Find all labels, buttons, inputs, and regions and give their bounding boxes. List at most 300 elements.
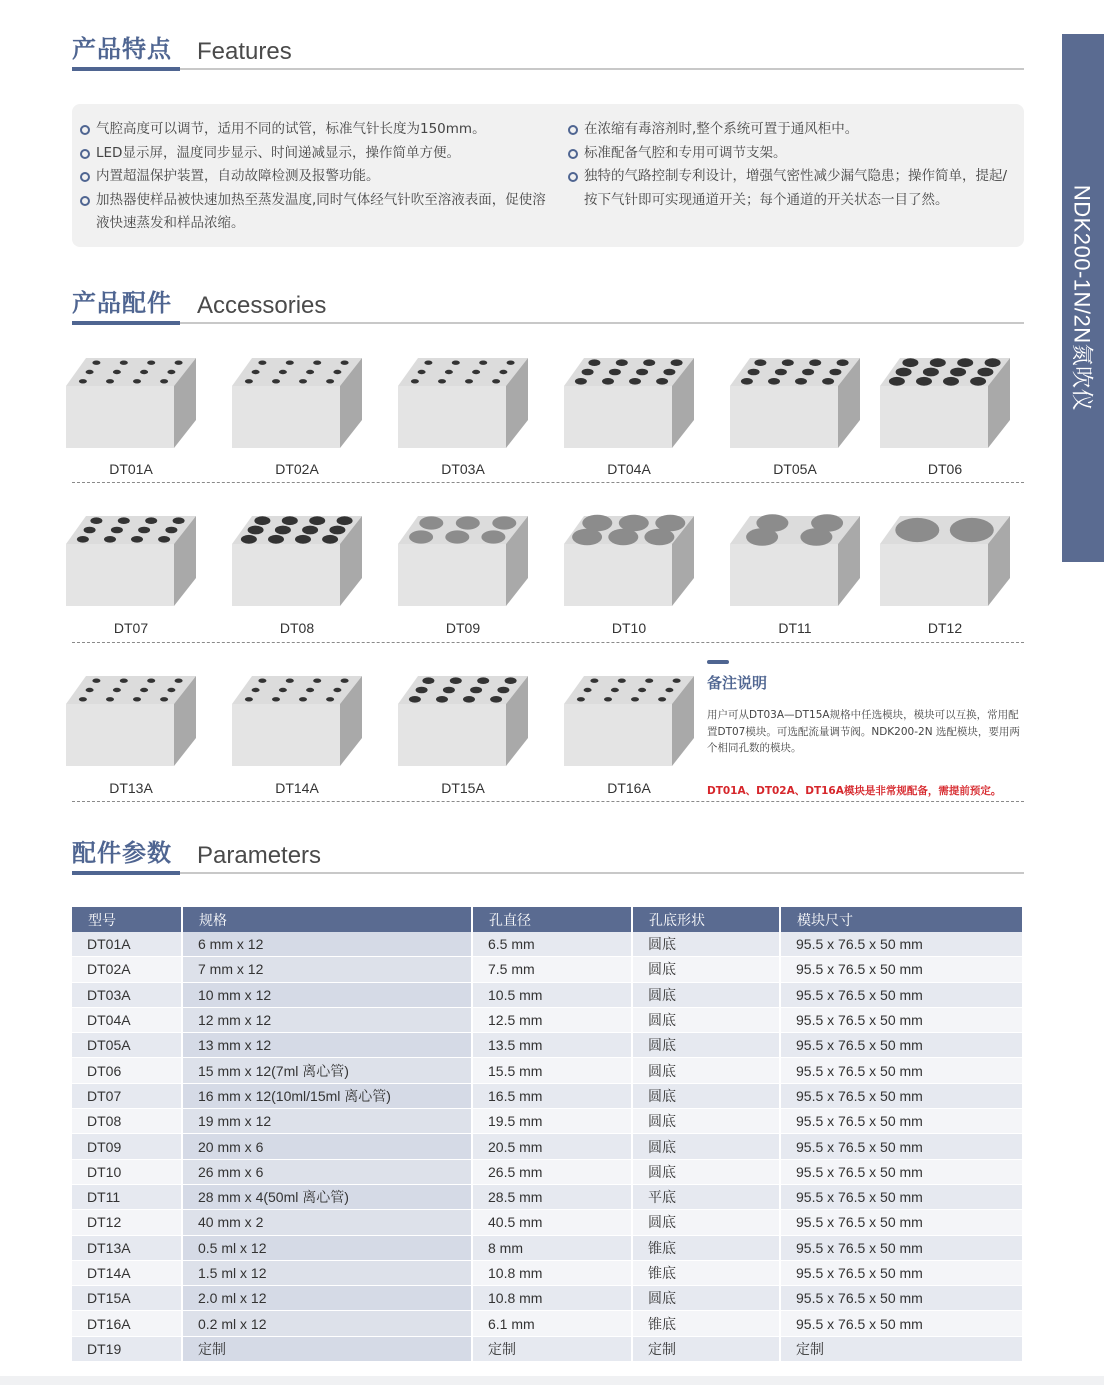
circle-bullet-icon bbox=[80, 196, 90, 206]
hole-mark bbox=[923, 368, 939, 377]
cell-hole-diameter: 19.5 mm bbox=[473, 1109, 633, 1134]
cell-hole-diameter: 26.5 mm bbox=[473, 1160, 633, 1185]
accessory-label: DT13A bbox=[109, 780, 153, 796]
hole-mark bbox=[326, 379, 334, 383]
hole-mark bbox=[645, 679, 653, 683]
feature-item bbox=[566, 142, 1018, 166]
cell-hole-diameter: 10.5 mm bbox=[473, 983, 633, 1008]
cell-module-size: 95.5 x 76.5 x 50 mm bbox=[781, 1185, 1024, 1210]
hole-mark bbox=[252, 370, 260, 374]
table-row bbox=[72, 1134, 1024, 1159]
accessory-block-icon bbox=[554, 346, 704, 456]
accessory-image bbox=[388, 346, 538, 456]
table-row bbox=[72, 1058, 1024, 1083]
accessory-item bbox=[222, 346, 372, 486]
cell-model: DT16A bbox=[72, 1311, 183, 1336]
accessory-image bbox=[222, 346, 372, 456]
header-model: 型号 bbox=[72, 907, 183, 932]
hole-mark bbox=[252, 688, 260, 692]
hole-mark bbox=[452, 361, 460, 365]
hole-mark bbox=[748, 369, 760, 376]
hole-mark bbox=[286, 679, 294, 683]
hole-mark bbox=[299, 697, 307, 701]
accessory-image bbox=[388, 504, 538, 614]
feature-text: 内置超温保护装置，自动故障检测及报警功能。 bbox=[96, 168, 380, 184]
header-accent bbox=[72, 871, 180, 875]
cell-hole-diameter: 20.5 mm bbox=[473, 1134, 633, 1159]
cell-hole-diameter: 10.8 mm bbox=[473, 1286, 633, 1311]
hole-mark bbox=[268, 535, 284, 544]
cell-model: DT09 bbox=[72, 1134, 183, 1159]
hole-mark bbox=[638, 688, 646, 692]
hole-mark bbox=[167, 370, 175, 374]
feature-text: 在浓缩有毒溶剂时,整个系统可置于通风柜中。 bbox=[584, 121, 859, 137]
hole-mark bbox=[313, 679, 321, 683]
feature-text: LED显示屏，温度同步显示、时间递减显示，操作简单方便。 bbox=[96, 144, 460, 161]
cell-hole-diameter: 10.8 mm bbox=[473, 1261, 633, 1286]
header-divider bbox=[72, 322, 1024, 324]
accessory-image bbox=[222, 664, 372, 774]
accessory-image bbox=[870, 504, 1020, 614]
remarks-warning: DT01A、DT02A、DT16A模块是非常规配备，需提前预定。 bbox=[707, 784, 1002, 797]
circle-bullet-icon bbox=[80, 125, 90, 135]
hole-mark bbox=[436, 696, 448, 703]
cell-module-size: 95.5 x 76.5 x 50 mm bbox=[781, 1311, 1024, 1336]
cell-spec: 0.2 ml x 12 bbox=[183, 1311, 473, 1336]
hole-mark bbox=[768, 378, 780, 385]
hole-mark bbox=[248, 526, 264, 535]
hole-mark bbox=[497, 687, 509, 694]
hole-mark bbox=[86, 688, 94, 692]
hole-mark bbox=[120, 361, 128, 365]
dashed-divider bbox=[72, 801, 1024, 802]
header-hole-diameter: 孔直径 bbox=[473, 907, 633, 932]
cell-spec: 6 mm x 12 bbox=[183, 932, 473, 957]
header-divider bbox=[72, 68, 1024, 70]
cell-hole-diameter: 40.5 mm bbox=[473, 1210, 633, 1235]
accessory-image bbox=[720, 504, 870, 614]
accessory-label: DT10 bbox=[611, 620, 647, 636]
hole-mark bbox=[802, 369, 814, 376]
features-left-column bbox=[78, 118, 548, 236]
cell-spec: 2.0 ml x 12 bbox=[183, 1286, 473, 1311]
accessory-item bbox=[554, 504, 704, 644]
cell-hole-diameter: 6.1 mm bbox=[473, 1311, 633, 1336]
table-row bbox=[72, 1337, 1024, 1362]
table-row bbox=[72, 1008, 1024, 1033]
hole-mark bbox=[282, 516, 298, 525]
accessory-block-icon bbox=[56, 664, 206, 774]
cell-spec: 0.5 ml x 12 bbox=[183, 1236, 473, 1261]
table-row bbox=[72, 1185, 1024, 1210]
hole-mark bbox=[800, 528, 832, 546]
hole-mark bbox=[86, 370, 94, 374]
cell-spec: 20 mm x 6 bbox=[183, 1134, 473, 1159]
cell-module-size: 95.5 x 76.5 x 50 mm bbox=[781, 1008, 1024, 1033]
hole-mark bbox=[175, 361, 183, 365]
cell-hole-diameter: 16.5 mm bbox=[473, 1084, 633, 1109]
parameters-header bbox=[72, 834, 1024, 874]
hole-mark bbox=[604, 697, 612, 701]
hole-mark bbox=[977, 368, 993, 377]
hole-mark bbox=[575, 378, 587, 385]
hole-mark bbox=[665, 688, 673, 692]
hole-mark bbox=[985, 358, 1001, 367]
hole-mark bbox=[671, 359, 683, 366]
hole-mark bbox=[611, 688, 619, 692]
accessory-item bbox=[870, 346, 1020, 486]
hole-mark bbox=[584, 688, 592, 692]
table-row bbox=[72, 1261, 1024, 1286]
hole-mark bbox=[302, 526, 318, 535]
hole-mark bbox=[618, 679, 626, 683]
hole-mark bbox=[602, 378, 614, 385]
cell-model: DT08 bbox=[72, 1109, 183, 1134]
hole-mark bbox=[609, 369, 621, 376]
hole-mark bbox=[322, 535, 338, 544]
hole-mark bbox=[90, 517, 102, 524]
cell-bottom-shape: 锥底 bbox=[633, 1311, 781, 1336]
features-heading-en: Features bbox=[197, 38, 292, 65]
accessory-label: DT05A bbox=[773, 461, 817, 477]
cell-bottom-shape: 圆底 bbox=[633, 957, 781, 982]
hole-mark bbox=[158, 536, 170, 543]
feature-item bbox=[78, 165, 548, 189]
accessory-item bbox=[720, 504, 870, 644]
hole-mark bbox=[92, 361, 100, 365]
hole-mark bbox=[329, 526, 345, 535]
header-divider bbox=[72, 872, 1024, 874]
accessory-item bbox=[388, 504, 538, 644]
accessory-block-icon bbox=[870, 504, 1020, 614]
cell-model: DT05A bbox=[72, 1033, 183, 1058]
hole-mark bbox=[950, 518, 994, 542]
accessory-label: DT12 bbox=[927, 620, 963, 636]
hole-mark bbox=[173, 517, 185, 524]
accessory-item bbox=[56, 504, 206, 644]
cell-bottom-shape: 定制 bbox=[633, 1337, 781, 1362]
cell-hole-diameter: 28.5 mm bbox=[473, 1185, 633, 1210]
hole-mark bbox=[147, 361, 155, 365]
features-box bbox=[72, 104, 1024, 247]
hole-mark bbox=[326, 697, 334, 701]
hole-mark bbox=[481, 530, 505, 543]
hole-mark bbox=[165, 527, 177, 534]
hole-mark bbox=[145, 517, 157, 524]
header-accent bbox=[72, 67, 180, 71]
hole-mark bbox=[507, 361, 515, 365]
hole-mark bbox=[930, 358, 946, 367]
hole-mark bbox=[443, 687, 455, 694]
cell-bottom-shape: 圆底 bbox=[633, 1160, 781, 1185]
cell-bottom-shape: 圆底 bbox=[633, 1210, 781, 1235]
cell-spec: 28 mm x 4(50ml 离心管) bbox=[183, 1185, 473, 1210]
hole-mark bbox=[422, 677, 434, 684]
accessory-item bbox=[554, 346, 704, 486]
accessory-block-icon bbox=[720, 346, 870, 456]
hole-mark bbox=[113, 370, 121, 374]
cell-module-size: 95.5 x 76.5 x 50 mm bbox=[781, 983, 1024, 1008]
cell-spec: 定制 bbox=[183, 1337, 473, 1362]
feature-item bbox=[78, 118, 548, 142]
hole-mark bbox=[608, 529, 638, 546]
accessory-block-icon bbox=[554, 664, 704, 774]
hole-mark bbox=[313, 361, 321, 365]
accessory-block-icon bbox=[56, 346, 206, 456]
hole-mark bbox=[79, 697, 87, 701]
hole-mark bbox=[272, 379, 280, 383]
accessory-image bbox=[554, 664, 704, 774]
accessory-label: DT07 bbox=[113, 620, 149, 636]
features-heading-cn: 产品特点 bbox=[72, 35, 172, 63]
hole-mark bbox=[837, 359, 849, 366]
accessory-item bbox=[388, 346, 538, 486]
hole-mark bbox=[490, 696, 502, 703]
hole-mark bbox=[795, 378, 807, 385]
cell-hole-diameter: 15.5 mm bbox=[473, 1058, 633, 1083]
accessory-block-icon bbox=[222, 664, 372, 774]
hole-mark bbox=[902, 358, 918, 367]
cell-module-size: 95.5 x 76.5 x 50 mm bbox=[781, 1084, 1024, 1109]
feature-item bbox=[566, 118, 1018, 142]
table-row bbox=[72, 1160, 1024, 1185]
accessory-label: DT01A bbox=[109, 461, 153, 477]
bottom-bar bbox=[0, 1376, 1104, 1385]
hole-mark bbox=[167, 688, 175, 692]
hole-mark bbox=[341, 361, 349, 365]
hole-mark bbox=[120, 679, 128, 683]
hole-mark bbox=[299, 379, 307, 383]
accessory-item bbox=[56, 664, 206, 804]
hole-mark bbox=[479, 361, 487, 365]
hole-mark bbox=[588, 359, 600, 366]
feature-item bbox=[566, 165, 1018, 212]
cell-hole-diameter: 13.5 mm bbox=[473, 1033, 633, 1058]
hole-mark bbox=[79, 379, 87, 383]
hole-mark bbox=[309, 516, 325, 525]
hole-mark bbox=[775, 369, 787, 376]
hole-mark bbox=[131, 536, 143, 543]
hole-mark bbox=[746, 528, 778, 546]
hole-mark bbox=[245, 697, 253, 701]
hole-mark bbox=[631, 697, 639, 701]
cell-spec: 1.5 ml x 12 bbox=[183, 1261, 473, 1286]
hole-mark bbox=[943, 377, 959, 386]
hole-mark bbox=[147, 679, 155, 683]
hole-mark bbox=[577, 697, 585, 701]
feature-text: 独特的气路控制专利设计，增强气密性减少漏气隐患；操作简单，提起/按下气针即可实现通道开关；每个通道的开关状态一目了然。 bbox=[584, 168, 1008, 208]
hole-mark bbox=[492, 379, 500, 383]
hole-mark bbox=[418, 370, 426, 374]
hole-mark bbox=[889, 377, 905, 386]
circle-bullet-icon bbox=[80, 172, 90, 182]
parameters-table bbox=[72, 907, 1024, 1362]
cell-module-size: 95.5 x 76.5 x 50 mm bbox=[781, 1261, 1024, 1286]
hole-mark bbox=[636, 369, 648, 376]
hole-mark bbox=[572, 529, 602, 546]
hole-mark bbox=[272, 697, 280, 701]
cell-hole-diameter: 6.5 mm bbox=[473, 932, 633, 957]
hole-mark bbox=[279, 688, 287, 692]
accessory-image bbox=[554, 504, 704, 614]
hole-mark bbox=[84, 527, 96, 534]
accessory-block-icon bbox=[222, 504, 372, 614]
table-row bbox=[72, 1286, 1024, 1311]
hole-mark bbox=[409, 696, 421, 703]
feature-text: 标准配备气腔和专用可调节支架。 bbox=[584, 144, 787, 161]
cell-module-size: 95.5 x 76.5 x 50 mm bbox=[781, 932, 1024, 957]
table-row bbox=[72, 1210, 1024, 1235]
cell-spec: 12 mm x 12 bbox=[183, 1008, 473, 1033]
cell-bottom-shape: 平底 bbox=[633, 1185, 781, 1210]
circle-bullet-icon bbox=[568, 149, 578, 159]
accessory-label: DT09 bbox=[445, 620, 481, 636]
features-right-column bbox=[566, 118, 1018, 212]
cell-bottom-shape: 圆底 bbox=[633, 983, 781, 1008]
hole-mark bbox=[254, 516, 270, 525]
cell-bottom-shape: 圆底 bbox=[633, 1084, 781, 1109]
accessory-block-icon bbox=[388, 664, 538, 774]
accessory-block-icon bbox=[222, 346, 372, 456]
cell-bottom-shape: 圆底 bbox=[633, 1109, 781, 1134]
cell-spec: 15 mm x 12(7ml 离心管) bbox=[183, 1058, 473, 1083]
hole-mark bbox=[472, 370, 480, 374]
accessory-image bbox=[56, 664, 206, 774]
hole-mark bbox=[463, 696, 475, 703]
cell-module-size: 95.5 x 76.5 x 50 mm bbox=[781, 1286, 1024, 1311]
hole-mark bbox=[138, 527, 150, 534]
cell-spec: 7 mm x 12 bbox=[183, 957, 473, 982]
hole-mark bbox=[133, 379, 141, 383]
cell-spec: 40 mm x 2 bbox=[183, 1210, 473, 1235]
cell-module-size: 定制 bbox=[781, 1337, 1024, 1362]
hole-mark bbox=[916, 377, 932, 386]
hole-mark bbox=[245, 379, 253, 383]
cell-model: DT15A bbox=[72, 1286, 183, 1311]
hole-mark bbox=[477, 677, 489, 684]
hole-mark bbox=[113, 688, 121, 692]
circle-bullet-icon bbox=[80, 149, 90, 159]
accessory-label: DT14A bbox=[275, 780, 319, 796]
table-row bbox=[72, 983, 1024, 1008]
hole-mark bbox=[118, 517, 130, 524]
hole-mark bbox=[409, 530, 433, 543]
accessory-label: DT16A bbox=[607, 780, 651, 796]
hole-mark bbox=[492, 516, 516, 529]
accessories-heading-en: Accessories bbox=[197, 292, 327, 319]
hole-mark bbox=[333, 688, 341, 692]
hole-mark bbox=[754, 359, 766, 366]
accessory-block-icon bbox=[388, 346, 538, 456]
hole-mark bbox=[957, 358, 973, 367]
cell-module-size: 95.5 x 76.5 x 50 mm bbox=[781, 1109, 1024, 1134]
circle-bullet-icon bbox=[568, 125, 578, 135]
cell-spec: 26 mm x 6 bbox=[183, 1160, 473, 1185]
table-row bbox=[72, 957, 1024, 982]
header-bottom-shape: 孔底形状 bbox=[633, 907, 781, 932]
remarks-title: 备注说明 bbox=[707, 674, 768, 692]
hole-mark bbox=[77, 536, 89, 543]
hole-mark bbox=[241, 535, 257, 544]
hole-mark bbox=[896, 368, 912, 377]
cell-module-size: 95.5 x 76.5 x 50 mm bbox=[781, 1160, 1024, 1185]
cell-bottom-shape: 锥底 bbox=[633, 1236, 781, 1261]
hole-mark bbox=[505, 677, 517, 684]
hole-mark bbox=[295, 535, 311, 544]
cell-hole-diameter: 8 mm bbox=[473, 1236, 633, 1261]
cell-hole-diameter: 定制 bbox=[473, 1337, 633, 1362]
hole-mark bbox=[416, 687, 428, 694]
hole-mark bbox=[258, 679, 266, 683]
cell-model: DT14A bbox=[72, 1261, 183, 1286]
dashed-divider bbox=[72, 482, 1024, 483]
cell-bottom-shape: 圆底 bbox=[633, 1286, 781, 1311]
feature-item bbox=[78, 142, 548, 166]
feature-text: 加热器使样品被快速加热至蒸发温度,同时气体经气针吹至溶液表面，促使溶液快速蒸发和样品浓缩。 bbox=[96, 191, 546, 231]
hole-mark bbox=[106, 379, 114, 383]
hole-mark bbox=[616, 359, 628, 366]
accessory-item bbox=[554, 664, 704, 804]
accessory-label: DT03A bbox=[441, 461, 485, 477]
accessory-label: DT06 bbox=[927, 461, 963, 477]
cell-spec: 10 mm x 12 bbox=[183, 983, 473, 1008]
table-row bbox=[72, 932, 1024, 957]
hole-mark bbox=[306, 688, 314, 692]
cell-bottom-shape: 圆底 bbox=[633, 1008, 781, 1033]
hole-mark bbox=[950, 368, 966, 377]
hole-mark bbox=[424, 361, 432, 365]
hole-mark bbox=[829, 369, 841, 376]
cell-model: DT11 bbox=[72, 1185, 183, 1210]
hole-mark bbox=[438, 379, 446, 383]
accessory-image bbox=[388, 664, 538, 774]
table-row bbox=[72, 1109, 1024, 1134]
cell-module-size: 95.5 x 76.5 x 50 mm bbox=[781, 1033, 1024, 1058]
hole-mark bbox=[658, 697, 666, 701]
accessory-block-icon bbox=[554, 504, 704, 614]
hole-mark bbox=[419, 516, 443, 529]
hole-mark bbox=[411, 379, 419, 383]
hole-mark bbox=[644, 529, 674, 546]
accessory-item bbox=[388, 664, 538, 804]
remarks-box bbox=[707, 660, 1027, 798]
table-row bbox=[72, 1236, 1024, 1261]
hole-mark bbox=[590, 679, 598, 683]
cell-model: DT02A bbox=[72, 957, 183, 982]
hole-mark bbox=[175, 679, 183, 683]
hole-mark bbox=[279, 370, 287, 374]
cell-module-size: 95.5 x 76.5 x 50 mm bbox=[781, 1134, 1024, 1159]
hole-mark bbox=[133, 697, 141, 701]
hole-mark bbox=[140, 370, 148, 374]
cell-model: DT07 bbox=[72, 1084, 183, 1109]
hole-mark bbox=[286, 361, 294, 365]
hole-mark bbox=[333, 370, 341, 374]
side-tab bbox=[1062, 34, 1104, 562]
accessory-label: DT11 bbox=[778, 620, 812, 636]
hole-mark bbox=[499, 370, 507, 374]
cell-bottom-shape: 圆底 bbox=[633, 932, 781, 957]
hole-mark bbox=[111, 527, 123, 534]
hole-mark bbox=[895, 518, 939, 542]
hole-mark bbox=[970, 377, 986, 386]
accessory-block-icon bbox=[720, 504, 870, 614]
remarks-accent bbox=[707, 660, 729, 664]
hole-mark bbox=[782, 359, 794, 366]
cell-bottom-shape: 圆底 bbox=[633, 1134, 781, 1159]
cell-bottom-shape: 圆底 bbox=[633, 1033, 781, 1058]
circle-bullet-icon bbox=[568, 172, 578, 182]
